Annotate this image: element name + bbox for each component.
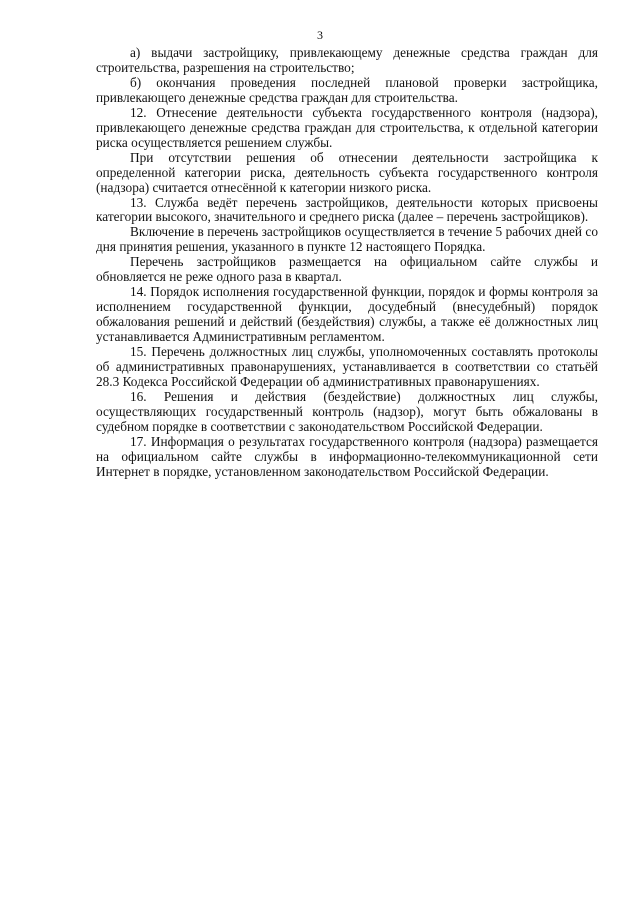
page-number: 3: [317, 28, 323, 42]
paragraph-17: 17. Информация о результатах государственного контроля (надзора) размещается на официальном сайте службы в информационно-телекоммуникационной сети Интернет в порядке, установленном законодательством Российской Федерации.: [96, 433, 598, 479]
paragraph-14: 14. Порядок исполнения государственной функции, порядок и формы контроля за исполнением государственной функции, досудебный (внесудебный) порядок обжалования решений и действий (бездействия) службы, а также её должностных лиц устанавливается Административным регламентом.: [96, 284, 598, 345]
paragraph-12: 12. Отнесение деятельности субъекта государственного контроля (надзора), привлекающего денежные средства граждан для строительства, к отдельной категории риска осуществляется решением службы.: [96, 104, 598, 150]
paragraph-13-inclusion: Включение в перечень застройщиков осуществляется в течение 5 рабочих дней со дня принятия решения, указанного в пункте 12 настоящего Порядка.: [96, 224, 598, 255]
document-body: [96, 46, 598, 480]
paragraph-16: 16. Решения и действия (бездействие) должностных лиц службы, осуществляющих государственный контроль (надзор), могут быть обжалованы в судебном порядке в соответствии с законодательством Российской Федерации.: [96, 388, 598, 434]
paragraph-13: 13. Служба ведёт перечень застройщиков, деятельности которых присвоены категории высокого, значительного и среднего риска (далее – перечень застройщиков).: [96, 194, 598, 225]
paragraph-12-default-risk: При отсутствии решения об отнесении деятельности застройщика к определенной категории риска, деятельность субъекта государственного контроля (надзора) считается отнесённой к категории низкого риска.: [96, 149, 598, 195]
paragraph-15: 15. Перечень должностных лиц службы, уполномоченных составлять протоколы об административных правонарушениях, устанавливается в соответствии со статьёй 28.3 Кодекса Российской Федерации об административных правонарушениях.: [96, 344, 598, 389]
paragraph-a: а) выдачи застройщику, привлекающему денежные средства граждан для строительства, разрешения на строительство;: [96, 45, 598, 75]
paragraph-b: б) окончания проведения последней плановой проверки застройщика, привлекающего денежные средства граждан для строительства.: [96, 74, 598, 105]
paragraph-13-publication: Перечень застройщиков размещается на официальном сайте службы и обновляется не реже одного раза в квартал.: [96, 254, 598, 285]
